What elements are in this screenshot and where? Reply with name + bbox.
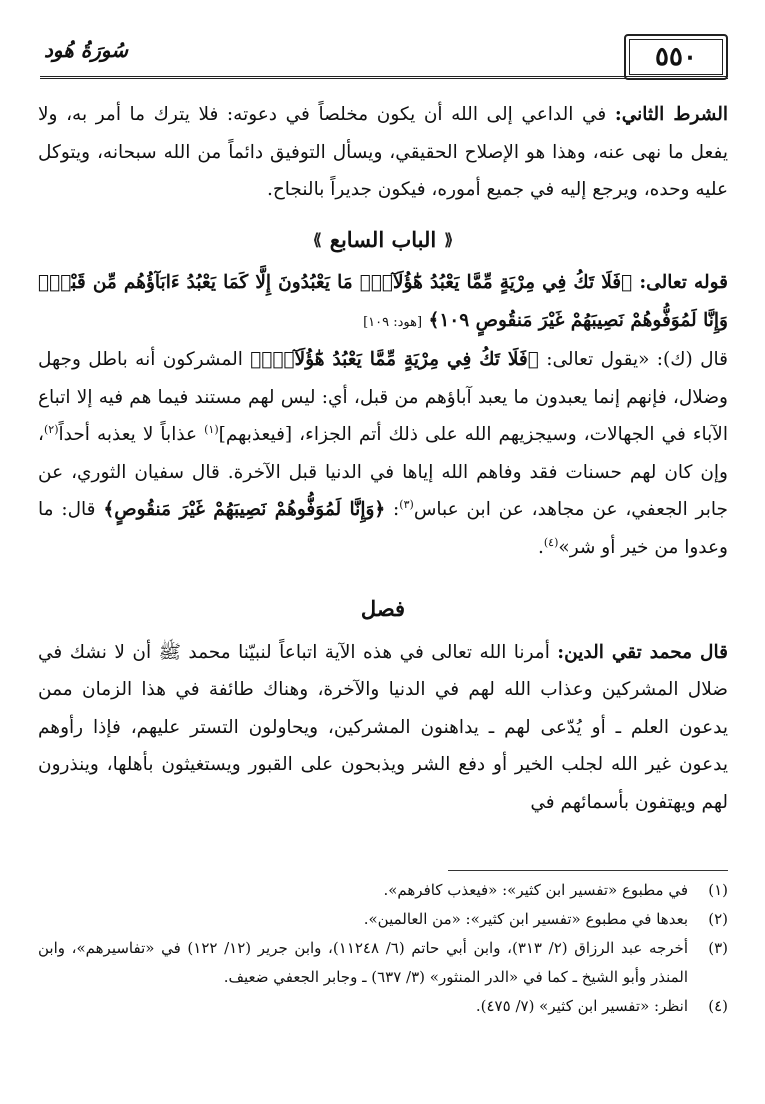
ornament-left-icon: ⟪: [444, 229, 454, 249]
paragraph-condition: [38, 96, 728, 209]
quran-verse: ﴿فَلَا تَكُ فِي مِرْيَةٍ مِّمَّا يَعْبُدُ هَٰٓؤُلَآءِۚ مَا يَعْبُدُونَ إِلَّا كَمَا يَعْبُدُ ءَابَآؤُهُم مِّن قَبْلُۚ وَإِنَّا لَمُوَفُّوهُمْ نَصِيبَهُمْ غَيْرَ مَنقُوصٍ ١٠٩﴾: [38, 272, 728, 331]
commentary-text: قال (ك): «يقول تعالى:: [538, 349, 729, 370]
commentary-paragraph: [38, 341, 728, 566]
commentary-text: :: [385, 499, 400, 520]
footnote-item: [38, 876, 728, 905]
verse-paragraph: [38, 264, 728, 341]
footnote-marker[interactable]: (٣): [399, 497, 414, 511]
section-heading: فصل: [360, 596, 406, 621]
verse-reference: [هود: ١٠٩]: [363, 314, 423, 330]
paragraph-text: أمرنا الله تعالى في هذه الآية اتباعاً لنبيّنا محمد ﷺ أن لا نشك في ضلال المشركين وعذاب الله لهم في الدنيا والآخرة، وهناك طائفة في هذا الزمان ممن يدعون العلم ـ أو يُدّعى لهم ـ يداهنون المشركين، ويحاولون التستر عليهم، فإذا رأوهم يدعون غير الله لجلب الخير أو دفع الشر ويذبحون على القبور ويستغيثون بأهلها، وينذرون لهم ويهتفون بأسمائهم في: [38, 641, 728, 813]
footnote-number: (٢): [708, 910, 728, 928]
footnote-number: (٤): [708, 997, 728, 1015]
commentary-text: المشركون أنه باطل وجهل وضلال، فإنهم إنما يعبدون ما يعبد آباؤهم من قبل، أي: ليس لهم مستند فيما هم فيه إلا اتباع الآباء في الجهالات، وسيجزيهم الله على ذلك أتم الجزاء، [فيعذبهم]: [38, 349, 729, 445]
commentary-text: .: [537, 536, 544, 558]
chapter-title: الباب السابع: [329, 226, 437, 252]
commentary-text: عذاباً لا يعذبه أحداً: [58, 424, 205, 445]
verse-lead: قوله تعالى:: [639, 272, 728, 293]
commentary-text: قال: ما وعدوا من خير أو شر»: [38, 499, 728, 558]
footnote-item: [38, 905, 728, 934]
footnote-item: [38, 992, 728, 1021]
footnote-text: أخرجه عبد الرزاق (٢/ ٣١٣)، وابن أبي حاتم (٦/ ١١٢٤٨)، وابن جرير (١٢/ ١٢٢) في «تفاسيرهم»، وابن المنذر وأبو الشيخ ـ كما في «الدر المنثور» (٣/ ٦٣٧) ـ وجابر الجعفي ضعيف.: [38, 939, 688, 986]
quran-verse: ﴿وَإِنَّا لَمُوَفُّوهُمْ نَصِيبَهُمْ غَيْرَ مَنقُوصٍ﴾: [103, 499, 386, 520]
footnote-marker[interactable]: (١): [204, 422, 219, 436]
surah-name: سُورَةُ هُود: [44, 38, 128, 62]
footnote-item: [38, 934, 728, 992]
footnote-text: في مطبوع «تفسير ابن كثير»: «فيعذب كافرهم».: [383, 881, 688, 899]
footnote-rule: [448, 870, 728, 871]
commentary-text: ، وإن كان لهم حسنات فقد وفاهم الله إياها في الدنيا قبل الآخرة. قال سفيان الثوري، عن جابر الجعفي، عن مجاهد، عن ابن عباس: [38, 424, 728, 520]
main-text: [38, 96, 728, 821]
author-paragraph: [38, 634, 728, 822]
page-header: [40, 30, 728, 82]
footnote-number: (١): [708, 881, 728, 899]
footnote-marker[interactable]: (٢): [43, 422, 59, 436]
paragraph-lead: الشرط الثاني:: [614, 104, 728, 125]
footnotes: [38, 876, 728, 1021]
paragraph-lead: قال محمد تقي الدين:: [557, 641, 728, 663]
ornament-right-icon: ⟫: [312, 229, 322, 249]
chapter-heading: [38, 221, 728, 259]
paragraph-text: في الداعي إلى الله أن يكون مخلصاً في دعوته: فلا يترك ما أمر به، ولا يفعل ما نهى عنه، وهذا هو الإصلاح الحقيقي، ويسأل التوفيق دائماً من الله سبحانه، ويتوكل عليه وحده، ويرجع إليه في جميع أموره، فيكون جديراً بالنجاح.: [38, 104, 728, 200]
footnote-text: بعدها في مطبوع «تفسير ابن كثير»: «من العالمين».: [363, 910, 688, 928]
page-number: ٥٥٠: [624, 34, 728, 80]
footnote-text: انظر: «تفسير ابن كثير» (٧/ ٤٧٥).: [475, 997, 688, 1015]
quran-verse: ﴿فَلَا تَكُ فِي مِرْيَةٍ مِّمَّا يَعْبُدُ هَٰٓؤُلَآءِۚ﴾: [250, 349, 539, 370]
header-rule: [40, 76, 728, 79]
footnote-marker[interactable]: (٤): [543, 535, 559, 549]
footnote-number: (٣): [708, 939, 728, 957]
